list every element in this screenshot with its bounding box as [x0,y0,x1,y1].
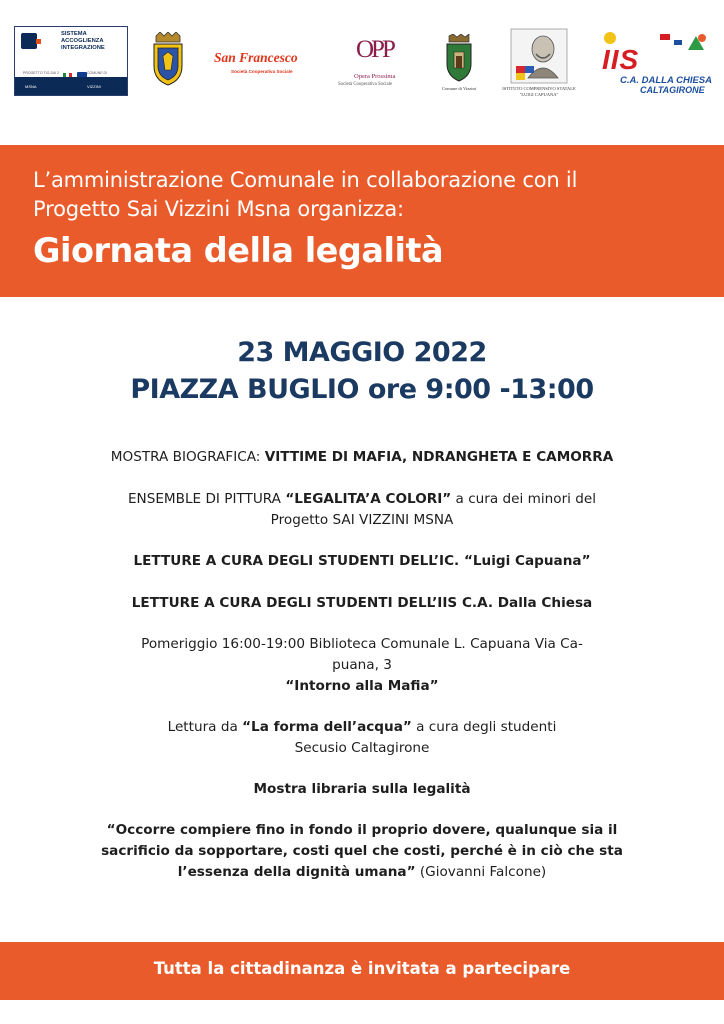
program-item-mostra [0,447,724,467]
sai-logo-mark [21,33,37,49]
sai-logo-col2-value: VIZZINI [87,84,101,89]
san-francesco-logo: San Francesco [214,50,298,65]
program-item-mostra-libraria: Mostra libraria sulla legalità [253,781,471,797]
sai-logo-bar [15,77,127,95]
ensemble-title: “LEGALITA’A COLORI” [285,491,452,507]
capuana-caption-2: "LUIGI CAPUANA" [519,92,559,97]
program-item-letture-ic: LETTURE A CURA DEGLI STUDENTI DELL’IC. “Luigi Capuana” [133,553,591,569]
lettura-title: “La forma dell’acqua” [242,719,412,735]
lettura-rest: a cura degli studenti [411,719,557,735]
program-item-lettura [0,717,724,737]
event-date: 23 MAGGIO 2022 [237,337,487,368]
event-title: Giornata della legalità [33,231,444,270]
comune-caption: Comune di Vizzini [442,86,476,91]
capuana-portrait-icon [510,28,568,84]
san-francesco-subtitle: Società Cooperativa Sociale [231,69,293,74]
quote-line-1: “Occorre compiere fino in fondo il proprio dovere, qualunque sia il [106,822,618,838]
capuana-caption-1: ISTITUTO COMPRENSIVO STATALE [502,86,576,91]
lettura-line-2: Secusio Caltagirone [294,740,430,756]
opera-prossima-subtitle: Società Cooperativa Sociale [338,82,393,87]
event-place-time: PIAZZA BUGLIO ore 9:00 -13:00 [130,374,594,405]
header-band [0,145,724,297]
quote-text-end: l’essenza della dignità umana” [177,864,416,880]
ensemble-line-2: Progetto SAI VIZZINI MSNA [270,512,454,528]
program-item-letture-iis: LETTURE A CURA DEGLI STUDENTI DELL’IIS C.A. Dalla Chiesa [131,595,593,611]
ensemble-rest: a cura dei minori del [451,491,597,507]
opera-prossima-name: Opera Prossima [354,73,396,80]
sai-logo-col1-value: MSNA [25,84,37,89]
intro-line-2: Progetto Sai Vizzini Msna organizza: [33,197,404,221]
quote-line-3 [0,862,724,882]
footer-band [0,942,724,1000]
ensemble-label: ENSEMBLE DI PITTURA [127,491,286,507]
pomeriggio-line-2: puana, 3 [332,657,392,673]
program-item-ensemble [0,489,724,509]
quote-line-2: sacrificio da sopportare, costi quel che costi, perché è in ciò che sta [101,843,623,859]
sai-logo-line-1: SISTEMA [61,31,87,37]
sai-logo [14,26,128,96]
sai-logo-line-3: INTEGRAZIONE [61,45,105,51]
iis-line-1: C.A. DALLA CHIESA [620,75,713,86]
comune-coat-of-arms-icon [444,34,474,82]
footer-invitation: Tutta la cittadinanza è invitata a partecipare [153,959,571,978]
mostra-label: MOSTRA BIOGRAFICA: [110,449,265,465]
lettura-prefix: Lettura da [167,719,243,735]
intro-line-1: L’amministrazione Comunale in collaborazione con il [33,168,578,192]
coat-of-arms-icon [150,32,186,86]
sai-logo-line-2: ACCOGLIENZA [61,38,104,44]
pomeriggio-line-1: Pomeriggio 16:00-19:00 Biblioteca Comunale L. Capuana Via Ca- [141,636,583,652]
pomeriggio-title: “Intorno alla Mafia” [285,678,439,694]
opera-prossima-logo: OPP [356,36,393,63]
iis-line-2: CALTAGIRONE [640,85,705,95]
mostra-title: VITTIME DI MAFIA, NDRANGHETA E CAMORRA [264,449,614,465]
iis-title: IIS [602,44,640,75]
iis-logo [600,30,712,96]
sai-logo-col1-label: PROGETTO TIG-SAI 2 [23,71,60,75]
sai-logo-col2-label: COMUNE DI [87,71,108,75]
quote-author: (Giovanni Falcone) [415,864,547,880]
